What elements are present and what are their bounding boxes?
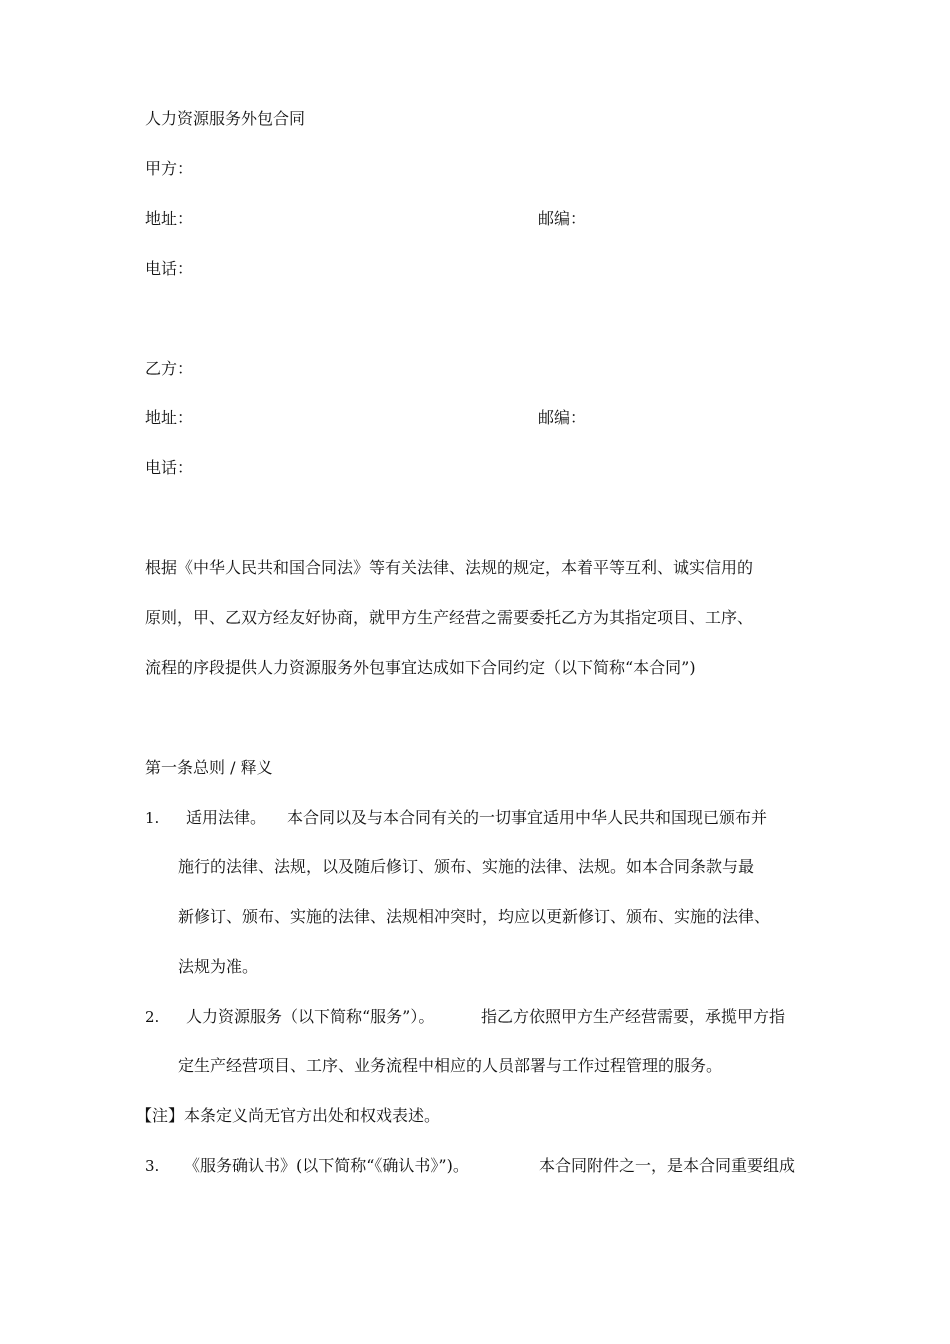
item-title: 适用法律。	[186, 808, 267, 827]
preamble-line: 根据《中华人民共和国合同法》等有关法律、法规的规定，本着平等互利、诚实信用的	[145, 558, 754, 577]
item-number: 2.	[145, 1008, 160, 1026]
party-b-address-label: 地址：	[145, 408, 194, 427]
item-title: 《服务确认书》(以下简称“《确认书》”)。	[184, 1156, 469, 1175]
item-text-line: 定生产经营项目、工序、业务流程中相应的人员部署与工作过程管理的服务。	[178, 1056, 723, 1075]
preamble-line: 原则，甲、乙双方经友好协商，就甲方生产经营之需要委托乙方为其指定项目、工序、	[145, 608, 754, 627]
item-number: 3.	[145, 1157, 160, 1175]
item-text-line: 新修订、颁布、实施的法律、法规相冲突时，均应以更新修订、颁布、实施的法律、	[178, 907, 771, 926]
item-text-line: 本合同附件之一，是本合同重要组成	[539, 1156, 796, 1175]
note-text: 【注】本条定义尚无官方出处和权戏表述。	[136, 1106, 441, 1125]
article-heading: 第一条总则 / 释义	[145, 758, 273, 777]
party-a-phone-label: 电话：	[145, 259, 194, 278]
item-text-line: 施行的法律、法规，以及随后修订、颁布、实施的法律、法规。如本合同条款与最	[178, 857, 755, 876]
item-number: 1.	[145, 809, 160, 827]
party-a-label: 甲方：	[145, 159, 194, 178]
item-title: 人力资源服务（以下简称“服务”）。	[186, 1007, 435, 1026]
item-text-line: 本合同以及与本合同有关的一切事宜适用中华人民共和国现已颁布并	[287, 808, 768, 827]
preamble-line: 流程的序段提供人力资源服务外包事宜达成如下合同约定（以下简称“本合同”)	[145, 658, 696, 677]
party-a-address-label: 地址：	[145, 209, 194, 228]
party-a-postcode-label: 邮编：	[538, 209, 587, 228]
document-title: 人力资源服务外包合同	[145, 109, 306, 128]
party-b-postcode-label: 邮编：	[538, 408, 587, 427]
party-b-label: 乙方：	[145, 359, 194, 378]
item-text-line: 指乙方依照甲方生产经营需要，承揽甲方指	[481, 1007, 786, 1026]
item-text-line: 法规为准。	[178, 957, 259, 976]
party-b-phone-label: 电话：	[145, 458, 194, 477]
